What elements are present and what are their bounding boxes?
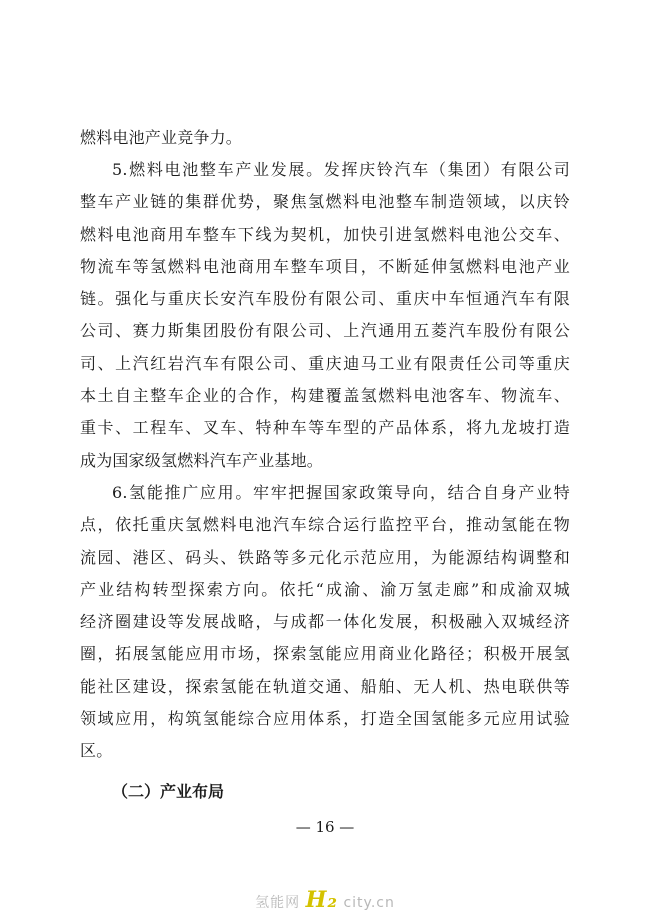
text-line: 成为国家级氢燃料汽车产业基地。 <box>80 450 324 470</box>
paragraph-item5 <box>80 154 570 477</box>
paragraph-item6 <box>80 477 570 768</box>
text-line: 6.氢能推广应用。牢牢把握国家政策导向，结合自身产业特 <box>112 483 570 502</box>
watermark-site-name: 氢能网 <box>255 895 301 911</box>
text-line: 整车产业链的集群优势，聚焦氢燃料电池整车制造领域，以庆铃 <box>80 192 570 212</box>
text-line: 经济圈建设等发展战略，与成都一体化发展，积极融入双城经济 <box>80 612 570 632</box>
text-line: 燃料电池商用车整车下线为契机，加快引进氢燃料电池公交车、 <box>80 224 570 244</box>
text-line: 链。强化与重庆长安汽车股份有限公司、重庆中车恒通汽车有限 <box>80 289 570 309</box>
text-line: 领域应用，构筑氢能综合应用体系，打造全国氢能多元应用试验 <box>80 709 570 729</box>
text-line: 能社区建设，探索氢能在轨道交通、船舶、无人机、热电联供等 <box>80 676 570 696</box>
watermark-logo: H₂ <box>305 887 339 913</box>
text-line: 点，依托重庆氢燃料电池汽车综合运行监控平台，推动氢能在物 <box>80 515 570 535</box>
text-line: 产业结构转型探索方向。依托“成渝、渝万氢走廊”和成渝双城 <box>80 579 570 599</box>
text-line: 公司、赛力斯集团股份有限公司、上汽通用五菱汽车股份有限公 <box>80 321 570 341</box>
page-number: — 16 — <box>295 818 355 836</box>
watermark <box>0 887 650 913</box>
text-line: 本土自主整车企业的合作，构建覆盖氢燃料电池客车、物流车、 <box>80 386 570 406</box>
text-line: 区。 <box>80 741 113 761</box>
text-line: 流园、港区、码头、铁路等多元化示范应用，为能源结构调整和 <box>80 547 570 567</box>
text-line: 物流车等氢燃料电池商用车整车项目，不断延伸氢燃料电池产业 <box>80 256 570 276</box>
text-line: 燃料电池产业竞争力。 <box>80 128 243 147</box>
text-line: 圈，拓展氢能应用市场，探索氢能应用商业化路径；积极开展氢 <box>80 644 570 664</box>
text-line: 重卡、工程车、叉车、特种车等车型的产品体系，将九龙坡打造 <box>80 418 570 438</box>
watermark-domain: city.cn <box>343 895 395 911</box>
text-line: 司、上汽红岩汽车有限公司、重庆迪马工业有限责任公司等重庆 <box>80 353 570 373</box>
paragraph-intro <box>80 122 570 154</box>
text-line: 5.燃料电池整车产业发展。发挥庆铃汽车（集团）有限公司 <box>112 160 570 179</box>
section-heading: （二）产业布局 <box>112 782 225 801</box>
